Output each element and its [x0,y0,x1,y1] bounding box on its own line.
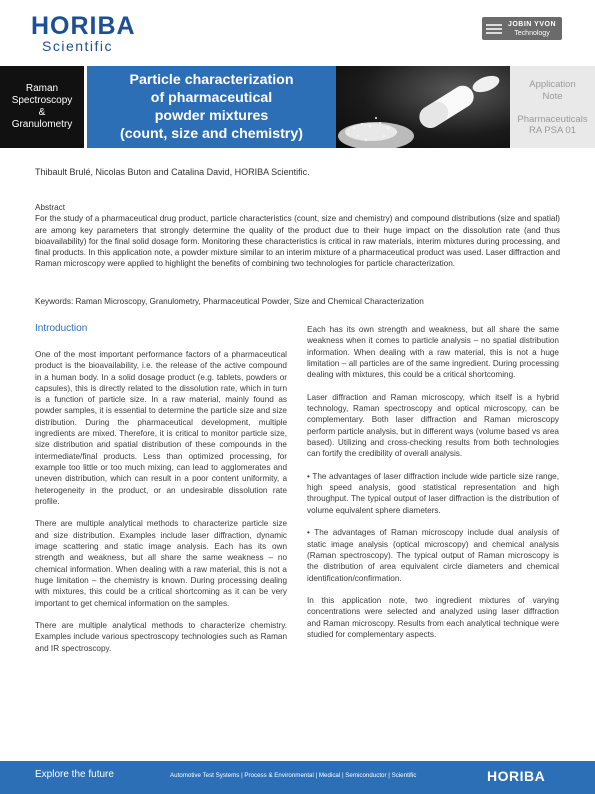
application-note-box [510,66,595,148]
paragraph: There are multiple analytical methods to characterize chemistry. Examples include various spectroscopy technologies such as Raman and IR spectroscopy. [35,621,287,653]
right-column [307,324,559,652]
abstract-heading: Abstract [35,203,66,212]
title-line: powder mixtures [154,108,269,124]
horiba-scientific-logo [31,13,136,54]
bullet-paragraph: • The advantages of Raman microscopy include dual analysis of static image analysis (optical microscopy) and chemical analysis (Raman spectroscopy). The typical output of Raman microscopy is the distribution of area equivalent circle diameters and chemical identification/confirmation. [307,528,559,583]
technique-line: Raman [25,83,59,94]
note-category: Pharmaceuticals [517,113,588,125]
jobin-yvon-badge [482,17,562,40]
keywords-line [35,297,424,306]
paragraph: One of the most important performance factors of a pharmaceutical product is the bioavailability, i.e. the release of the active compound in a human body. In a solid dosage product (e.g. tablets, powders or capsules), this is directly related to the dissolution rate, which in turn is a function of particle size. In a raw material, mainly found as powder samples, it is essential to determine the particle size and size distribution. During the pharmaceutical development, multiple ingredients are mixed. Therefore, it is critical to monitor particle size, size distribution and spatial distribution of these compounds in the intermediate/final products. Less than optimized processing, for example too little or too much mixing, can lead to agglomerates and uneven distribution, which can result in a poor content uniformity, a heterogeneity in the product, or an undesirable dissolution rate profile. [35,350,287,506]
title-line: of pharmaceutical [150,90,273,106]
footer-logo: HORIBA [487,768,546,784]
logo-subtitle: Scientific [42,38,114,54]
bullet-paragraph: • The advantages of laser diffraction include wide particle size range, high speed analysis, good statistical representation and high throughput. The typical output of laser diffraction is the distribution of volume equivalent sphere diameters. [307,471,559,515]
technology-label: Technology [514,29,550,37]
paragraph: In this application note, two ingredient mixtures of varying concentrations were selected and analyzed using laser diffraction and Raman microscopy. Results from each analytical technique were studied for complementary aspects. [307,596,559,640]
technique-label-box [0,66,84,148]
introduction-heading: Introduction [35,323,88,334]
left-column [35,323,287,665]
paragraph: Laser diffraction and Raman microscopy, which itself is a hybrid technology, Raman spectroscopy and optical microscopy, can be complementary. Both laser diffraction and Raman microscopy perform particle analysis, but in different ways (volume based vs area based). Utilizing and cross-checking results from both technologies can fortify the credibility of overall analysis. [307,392,559,459]
note-code: RA PSA 01 [528,125,576,136]
abstract-section [35,202,560,270]
title-line: (count, size and chemistry) [120,126,303,142]
title-line: Particle characterization [129,72,294,88]
abstract-text: For the study of a pharmaceutical drug product, particle characteristics (count, size and chemistry) and compound distributions (size and spatial) are among key parameters that strongly determine the quality of the product due to their huge impact on the dissolution rate (and thus bioavailability) for the final solid dosage form. Monitoring these characteristics is critical in raw materials, interim mixtures during processing, and final products. In this application note, a powder mixture similar to an interim mixture of a pharmaceutical product was used. Laser diffraction and Raman microscopy were applied to highlight the benefits of combining two technologies for particle characterization. [35,214,560,269]
footer-segments: Automotive Test Systems | Process & Environmental | Medical | Semiconductor | Scientific [170,772,417,779]
paragraph: Each has its own strength and weakness, but all share the same weakness when it comes to particle analysis – no spatial distribution information. When dealing with a raw material, this is not a huge limitation – all particles are of the same ingredient. During processing dealing with mixtures, this could be a critical shortcoming. [307,325,559,380]
technique-line: & [38,107,46,118]
jobin-yvon-mark-icon [486,21,502,37]
keywords-text: Raman Microscopy, Granulometry, Pharmaceutical Powder, Size and Chemical Characterization [75,297,424,306]
note-line: Note [542,90,563,102]
technique-line: Spectroscopy [11,95,73,106]
note-line: Application [529,79,576,90]
logo-wordmark: HORIBA [31,12,136,40]
footer-tagline: Explore the future [35,769,114,780]
pills-powder-illustration [336,66,510,148]
pills-powder-photo [336,66,510,148]
technique-line: Granulometry [11,119,73,130]
paragraph: There are multiple analytical methods to characterize particle size and size distribution. Examples include laser diffraction, dynamic image scattering and static image analysis. Each has its own strength and weakness, but all share the same weakness – no chemical information. When dealing with a raw material, this is not a huge limitation – the chemistry is known. During processing dealing with mixtures, this could be a critical shortcoming as it can be very important to get chemical information on the samples. [35,519,287,608]
jobin-yvon-label: JOBIN YVON [507,20,557,28]
document-title [87,66,336,148]
authors-line: Thibault Brulé, Nicolas Buton and Catalina David, HORIBA Scientific. [35,167,310,177]
keywords-label: Keywords: [35,297,74,306]
footer-bar [0,761,595,794]
